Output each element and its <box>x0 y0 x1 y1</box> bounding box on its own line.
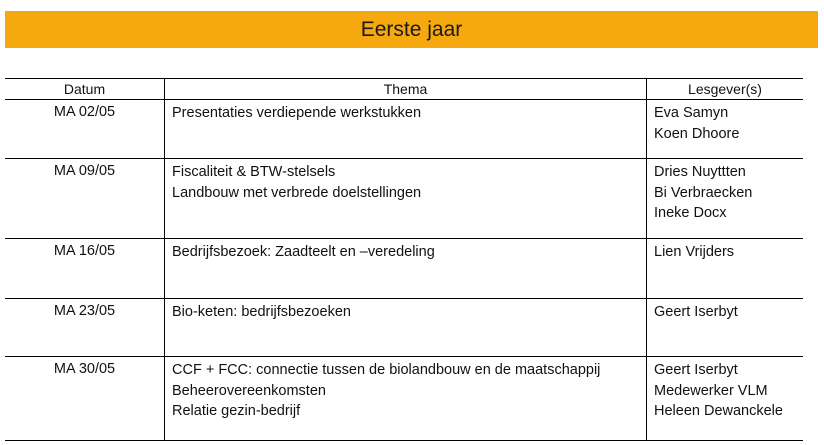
row-themes <box>164 239 646 298</box>
header-date: Datum <box>63 81 106 97</box>
theme-line: Landbouw met verbrede doelstellingen <box>172 184 422 201</box>
teacher-line: Ineke Docx <box>654 205 727 221</box>
row-date: MA 16/05 <box>53 243 116 259</box>
banner-title: Eerste jaar <box>360 17 463 41</box>
theme-line: Bedrijfsbezoek: Zaadteelt en –veredeling <box>172 244 435 260</box>
teacher-line: Koen Dhoore <box>654 125 740 142</box>
row-teachers <box>646 357 803 440</box>
row-teachers <box>646 299 803 356</box>
row-teachers <box>646 100 803 158</box>
row-date: MA 02/05 <box>53 104 116 120</box>
schedule-table <box>5 78 803 441</box>
row-themes <box>164 100 646 158</box>
header-theme: Thema <box>164 79 646 99</box>
teacher-line: Eva Samyn <box>654 105 729 121</box>
table-row <box>5 159 803 239</box>
theme-line: CCF + FCC: connectie tussen de biolandbouw en de maatschappij <box>172 362 601 378</box>
row-teachers <box>646 159 803 238</box>
row-themes <box>164 159 646 238</box>
row-themes <box>164 299 646 356</box>
teacher-line: Dries Nuyttten <box>654 164 746 180</box>
teacher-line: Lien Vrijders <box>654 244 735 260</box>
teacher-line: Medewerker VLM <box>654 382 768 399</box>
teacher-line: Geert Iserbyt <box>654 304 738 320</box>
table-header-row <box>5 79 803 100</box>
theme-line: Presentaties verdiepende werkstukken <box>172 105 422 121</box>
row-date: MA 09/05 <box>53 163 116 179</box>
theme-line: Beheerovereenkomsten <box>172 382 326 399</box>
table-row <box>5 239 803 299</box>
table-row <box>5 357 803 441</box>
teacher-line: Geert Iserbyt <box>654 362 738 378</box>
theme-line: Fiscaliteit & BTW-stelsels <box>172 164 336 180</box>
table-row <box>5 299 803 357</box>
row-date: MA 30/05 <box>53 361 116 377</box>
row-teachers <box>646 239 803 298</box>
theme-line: Relatie gezin-bedrijf <box>172 403 301 419</box>
theme-line: Bio-keten: bedrijfsbezoeken <box>172 304 351 320</box>
teacher-line: Bi Verbraecken <box>654 184 753 201</box>
row-themes <box>164 357 646 440</box>
row-date: MA 23/05 <box>53 303 116 319</box>
teacher-line: Heleen Dewanckele <box>654 403 783 419</box>
section-banner <box>5 11 818 48</box>
header-teachers: Lesgever(s) <box>646 79 803 99</box>
table-row <box>5 100 803 159</box>
